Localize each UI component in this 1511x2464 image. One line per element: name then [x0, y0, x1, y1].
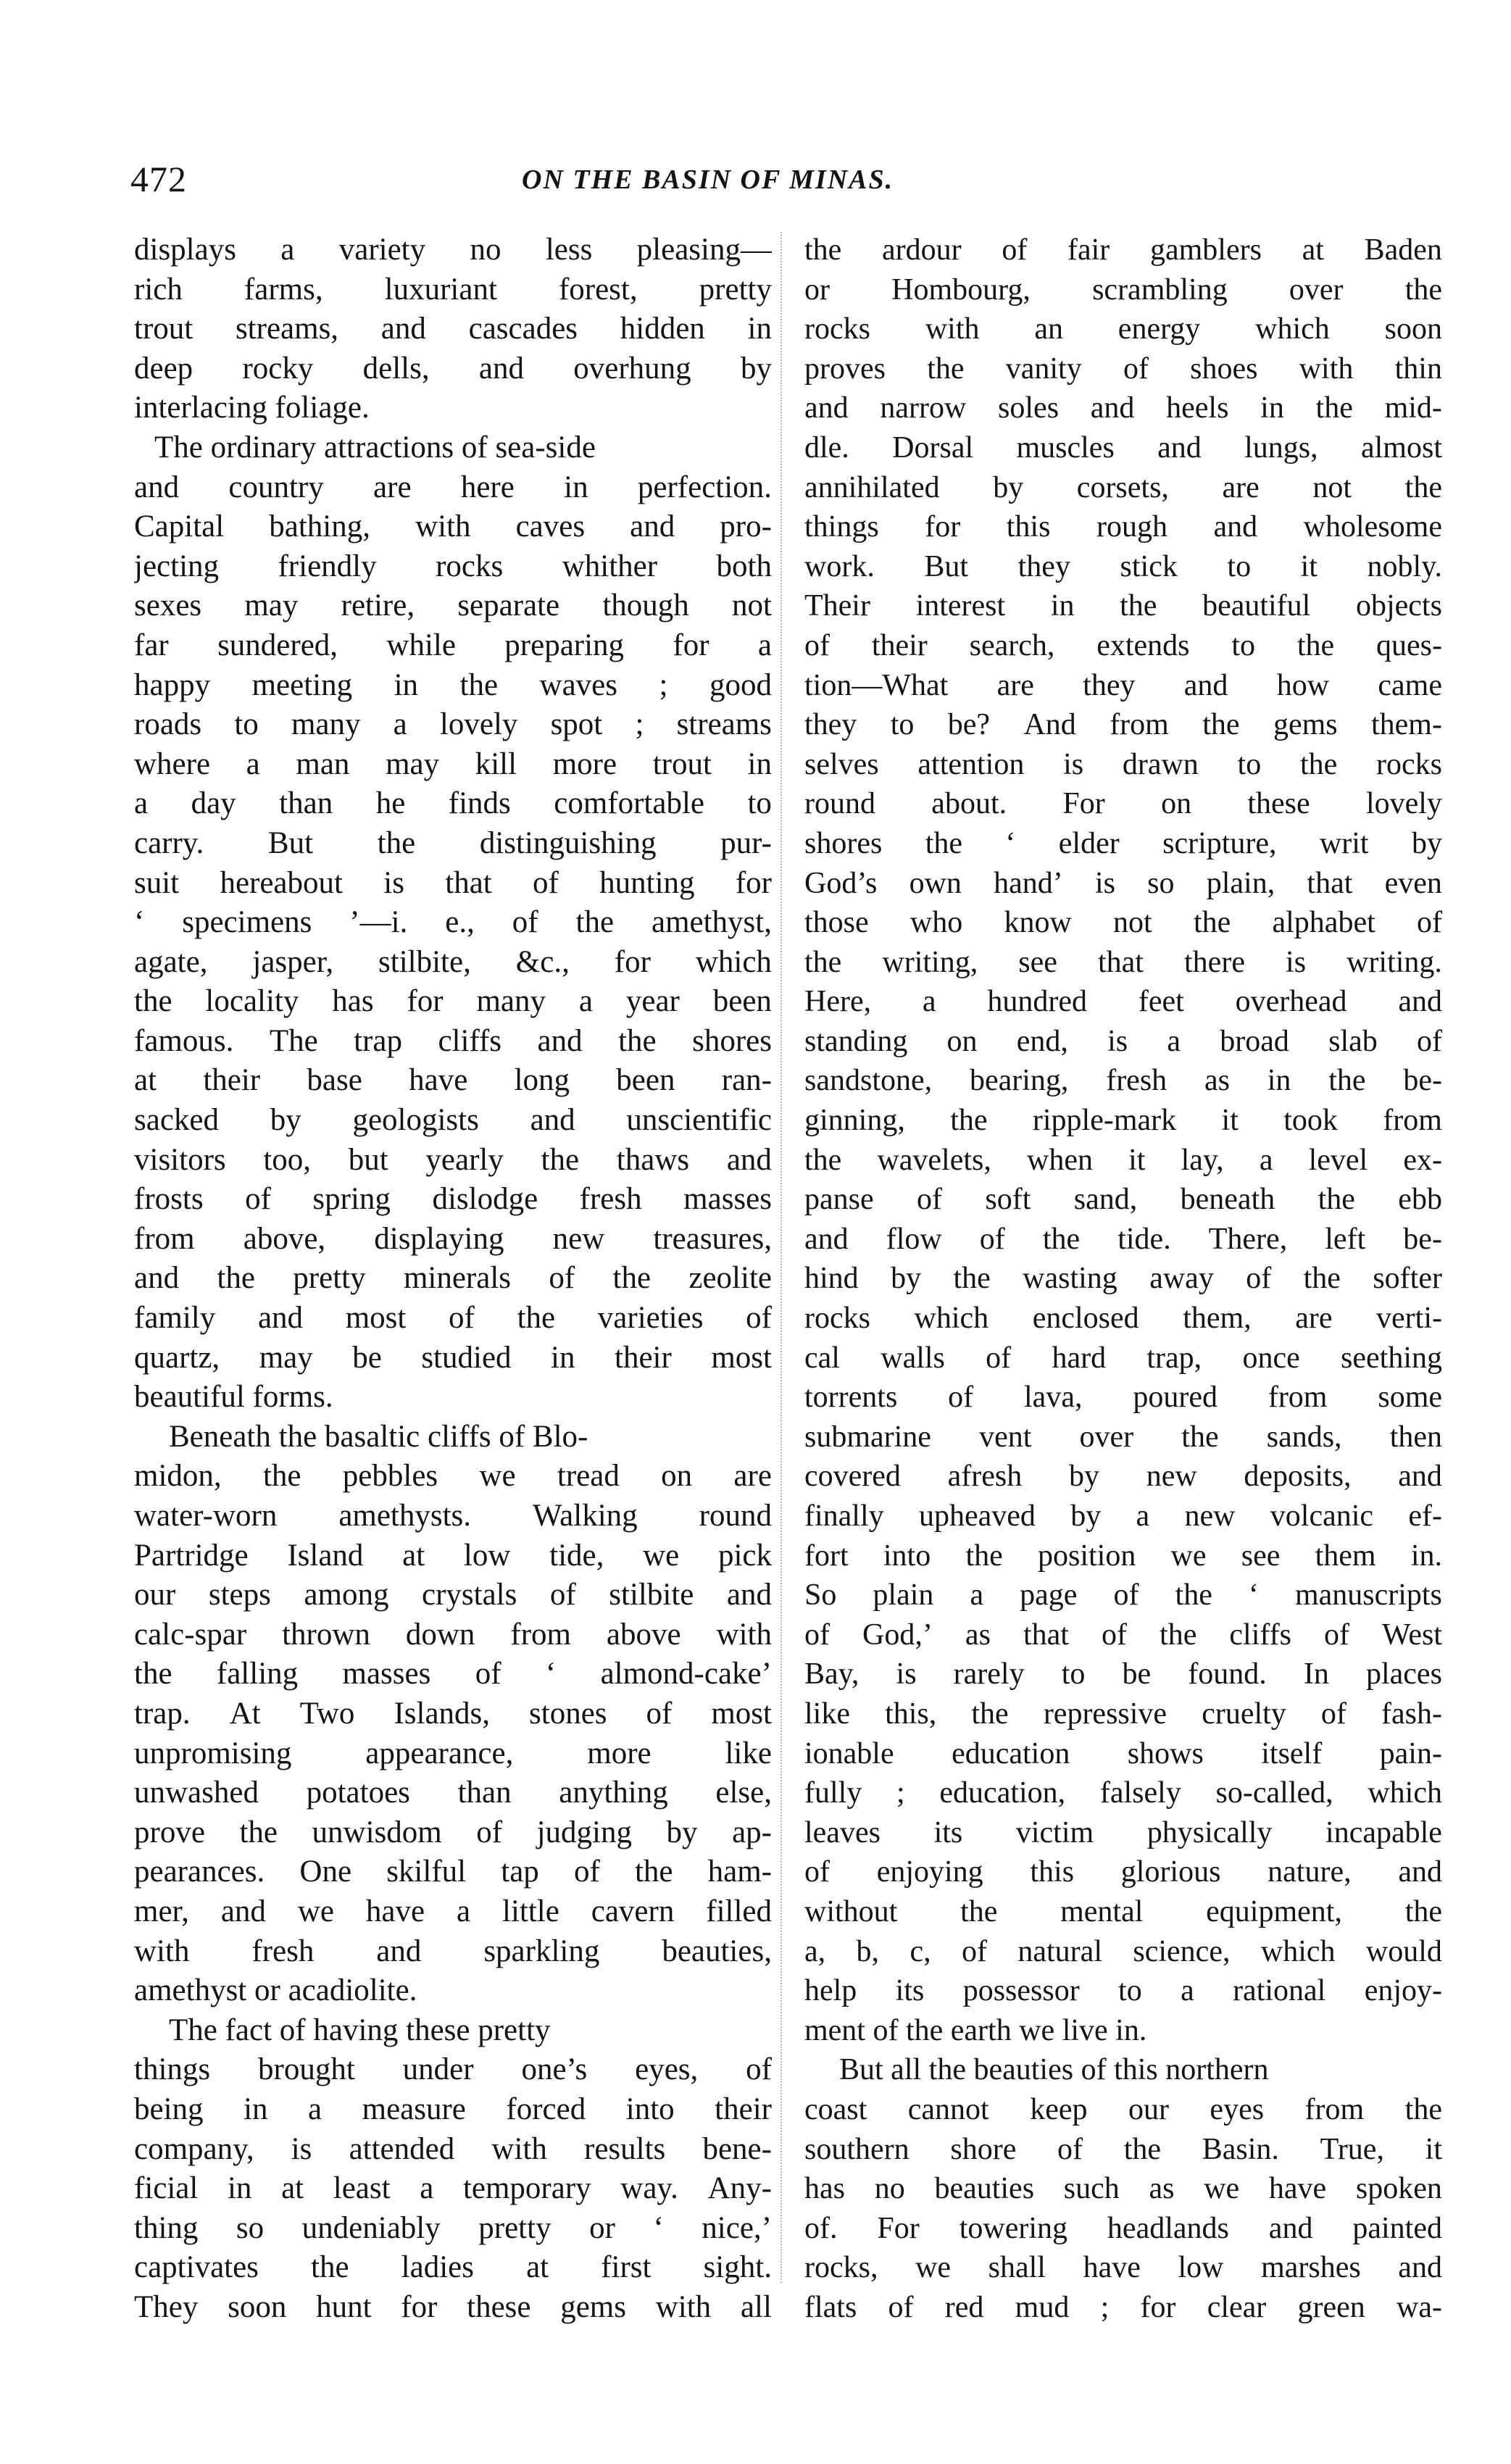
- text-line: with fresh and sparkling beauties,: [134, 1934, 772, 1968]
- text-line: trout streams, and cascades hidden in: [134, 312, 772, 346]
- text-line: ment of the earth we live in.: [804, 2013, 1147, 2047]
- text-line: of enjoying this glorious nature, and: [804, 1855, 1442, 1889]
- text-line: unpromising appearance, more like: [134, 1736, 772, 1770]
- text-line: a day than he finds comfortable to: [134, 786, 772, 821]
- text-line: The ordinary attractions of sea-side: [154, 430, 596, 465]
- text-line: the writing, see that there is writing.: [804, 945, 1442, 979]
- right-text-column: [804, 230, 1442, 2327]
- text-line: the wavelets, when it lay, a level ex-: [804, 1143, 1442, 1177]
- text-line: standing on end, is a broad slab of: [804, 1024, 1442, 1058]
- text-line: and narrow soles and heels in the mid-: [804, 391, 1442, 425]
- text-line: at their base have long been ran-: [134, 1063, 772, 1098]
- text-line: Beneath the basaltic cliffs of Blo-: [169, 1419, 588, 1454]
- text-line: selves attention is drawn to the rocks: [804, 747, 1442, 781]
- text-line: They soon hunt for these gems with all: [134, 2289, 772, 2324]
- text-line: ionable education shows itself pain-: [804, 1736, 1442, 1770]
- text-line: without the mental equipment, the: [804, 1894, 1442, 1928]
- text-line: jecting friendly rocks whither both: [134, 549, 772, 583]
- text-line: proves the vanity of shoes with thin: [804, 351, 1442, 386]
- text-line: rich farms, luxuriant forest, pretty: [134, 272, 772, 307]
- text-line: God’s own hand’ is so plain, that even: [804, 866, 1442, 900]
- text-line: dle. Dorsal muscles and lungs, almost: [804, 430, 1442, 465]
- left-text-column: [134, 230, 772, 2327]
- text-line: from above, displaying new treasures,: [134, 1221, 772, 1256]
- text-line: ‘ specimens ’—i. e., of the amethyst,: [134, 905, 772, 940]
- text-line: they to be? And from the gems them-: [804, 708, 1442, 742]
- text-line: flats of red mud ; for clear green wa-: [804, 2290, 1442, 2324]
- text-line: family and most of the varieties of: [134, 1301, 772, 1336]
- text-line: company, is attended with results bene-: [134, 2131, 772, 2166]
- text-line: Bay, is rarely to be found. In places: [804, 1657, 1442, 1691]
- text-line: tion—What are they and how came: [804, 668, 1442, 702]
- text-line: trap. At Two Islands, stones of most: [134, 1696, 772, 1731]
- text-line: annihilated by corsets, are not the: [804, 470, 1442, 504]
- running-head: [130, 158, 1435, 209]
- text-line: torrents of lava, poured from some: [804, 1381, 1442, 1415]
- text-line: has no beauties such as we have spoken: [804, 2172, 1442, 2206]
- text-line: fort into the position we see them in.: [804, 1539, 1442, 1573]
- text-line: our steps among crystals of stilbite and: [134, 1578, 772, 1612]
- text-line: Here, a hundred feet overhead and: [804, 985, 1442, 1019]
- text-line: rocks which enclosed them, are verti-: [804, 1302, 1442, 1336]
- text-line: round about. For on these lovely: [804, 787, 1442, 821]
- text-line: far sundered, while preparing for a: [134, 628, 772, 662]
- text-line: the ardour of fair gamblers at Baden: [804, 233, 1442, 267]
- text-line: like this, the repressive cruelty of fash-: [804, 1697, 1442, 1731]
- text-line: the falling masses of ‘ almond-cake’: [134, 1657, 772, 1691]
- text-line: suit hereabout is that of hunting for: [134, 865, 772, 900]
- text-line: roads to many a lovely spot ; streams: [134, 707, 772, 742]
- text-line: finally upheaved by a new volcanic ef-: [804, 1499, 1442, 1533]
- text-line: mer, and we have a little cavern filled: [134, 1894, 772, 1928]
- text-line: panse of soft sand, beneath the ebb: [804, 1183, 1442, 1217]
- page-number: 472: [130, 159, 187, 199]
- text-line: rocks, we shall have low marshes and: [804, 2251, 1442, 2285]
- text-line: visitors too, but yearly the thaws and: [134, 1142, 772, 1177]
- text-line: and flow of the tide. There, left be-: [804, 1222, 1442, 1256]
- text-line: and country are here in perfection.: [134, 470, 772, 504]
- text-line: and the pretty minerals of the zeolite: [134, 1261, 772, 1296]
- text-line: sandstone, bearing, fresh as in the be-: [804, 1064, 1442, 1098]
- text-line: quartz, may be studied in their most: [134, 1340, 772, 1375]
- text-line: ficial in at least a temporary way. Any-: [134, 2171, 772, 2206]
- text-line: submarine vent over the sands, then: [804, 1420, 1442, 1454]
- text-line: hind by the wasting away of the softer: [804, 1262, 1442, 1296]
- text-line: captivates the ladies at first sight.: [134, 2250, 772, 2285]
- text-line: prove the unwisdom of judging by ap-: [134, 1815, 772, 1849]
- text-line: calc-spar thrown down from above with: [134, 1617, 772, 1652]
- text-line: deep rocky dells, and overhung by: [134, 351, 772, 386]
- text-line: a, b, c, of natural science, which would: [804, 1934, 1442, 1968]
- text-line: happy meeting in the waves ; good: [134, 667, 772, 702]
- text-line: rocks with an energy which soon: [804, 312, 1442, 346]
- text-line: interlacing foliage.: [134, 391, 370, 425]
- text-line: where a man may kill more trout in: [134, 746, 772, 781]
- text-line: Capital bathing, with caves and pro-: [134, 509, 772, 544]
- running-title: ON THE BASIN OF MINAS.: [522, 165, 894, 195]
- text-line: amethyst or acadiolite.: [134, 1973, 417, 2008]
- text-line: of their search, extends to the ques-: [804, 628, 1442, 662]
- text-line: carry. But the distinguishing pur-: [134, 825, 772, 860]
- text-line: But all the beauties of this northern: [839, 2053, 1269, 2087]
- text-line: coast cannot keep our eyes from the: [804, 2092, 1442, 2126]
- column-divider: [781, 232, 782, 2283]
- text-line: those who know not the alphabet of: [804, 906, 1442, 940]
- text-line: unwashed potatoes than anything else,: [134, 1776, 772, 1810]
- text-line: covered afresh by new deposits, and: [804, 1460, 1442, 1494]
- text-line: work. But they stick to it nobly.: [804, 549, 1442, 583]
- text-line: southern shore of the Basin. True, it: [804, 2132, 1442, 2166]
- text-line: Partridge Island at low tide, we pick: [134, 1538, 772, 1573]
- text-line: frosts of spring dislodge fresh masses: [134, 1182, 772, 1217]
- text-line: leaves its victim physically incapable: [804, 1815, 1442, 1849]
- text-line: Their interest in the beautiful objects: [804, 589, 1442, 623]
- text-line: beautiful forms.: [134, 1380, 333, 1415]
- text-line: being in a measure forced into their: [134, 2092, 772, 2126]
- text-line: things brought under one’s eyes, of: [134, 2052, 772, 2087]
- text-line: The fact of having these pretty: [169, 2013, 551, 2047]
- text-line: agate, jasper, stilbite, &c., for which: [134, 944, 772, 979]
- text-line: water-worn amethysts. Walking round: [134, 1499, 772, 1533]
- text-line: sacked by geologists and unscientific: [134, 1103, 772, 1138]
- text-line: or Hombourg, scrambling over the: [804, 272, 1442, 307]
- text-line: sexes may retire, separate though not: [134, 588, 772, 623]
- text-line: of. For towering headlands and painted: [804, 2211, 1442, 2245]
- text-line: pearances. One skilful tap of the ham-: [134, 1855, 772, 1889]
- text-line: So plain a page of the ‘ manuscripts: [804, 1578, 1442, 1612]
- text-line: ginning, the ripple-mark it took from: [804, 1104, 1442, 1138]
- text-line: displays a variety no less pleasing—: [134, 233, 772, 267]
- text-line: fully ; education, falsely so-called, which: [804, 1776, 1442, 1810]
- text-line: of God,’ as that of the cliffs of West: [804, 1618, 1442, 1652]
- text-line: help its possessor to a rational enjoy-: [804, 1974, 1442, 2008]
- text-line: thing so undeniably pretty or ‘ nice,’: [134, 2210, 772, 2245]
- text-line: shores the ‘ elder scripture, writ by: [804, 826, 1442, 860]
- text-line: the locality has for many a year been: [134, 984, 772, 1019]
- text-line: cal walls of hard trap, once seething: [804, 1341, 1442, 1375]
- text-line: midon, the pebbles we tread on are: [134, 1459, 772, 1494]
- text-line: famous. The trap cliffs and the shores: [134, 1023, 772, 1058]
- text-line: things for this rough and wholesome: [804, 510, 1442, 544]
